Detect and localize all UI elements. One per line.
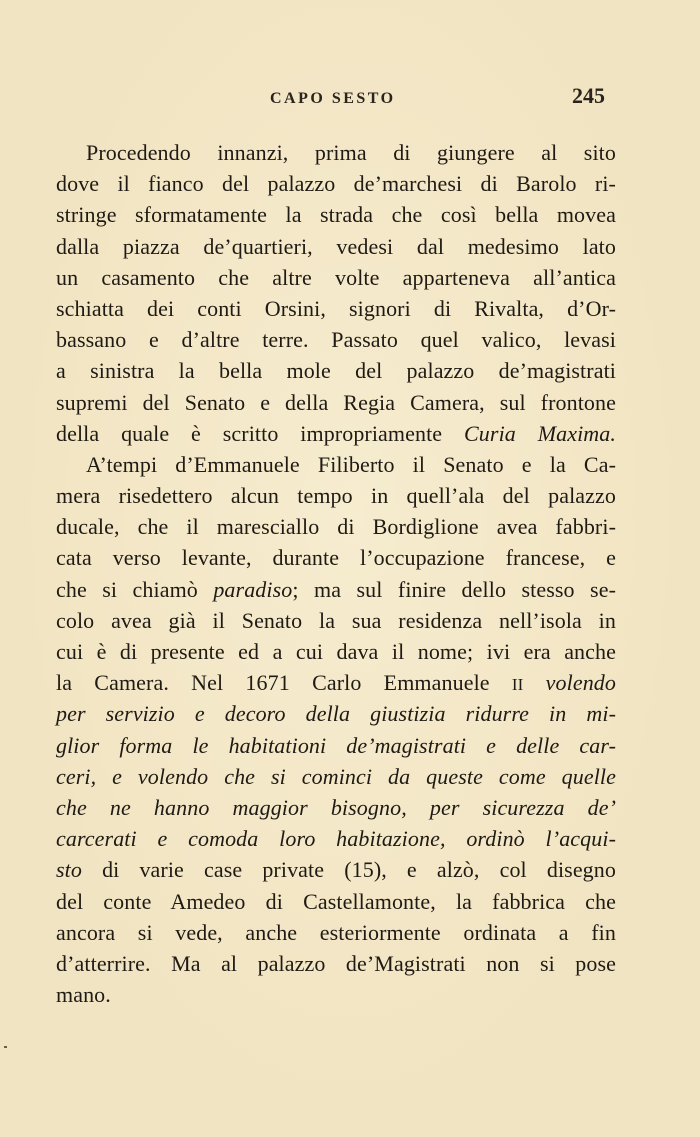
text-line — [56, 854, 616, 885]
italic-segment: glior forma le habitationi de’magistrati e delle car- — [56, 732, 616, 758]
text-line: ancora si vede, anche esteriormente ordinata a fin — [56, 919, 616, 945]
text-segment: ; ma sul finire dello stesso se- — [292, 576, 616, 602]
text-line: cata verso levante, durante l’occupazione francese, e — [56, 545, 616, 571]
text-line: un casamento che altre volte apparteneva all’antica — [56, 264, 616, 290]
text-line: colo avea già il Senato la sua residenza nell’isola in — [56, 607, 616, 633]
text-segment: che si chiamò — [56, 576, 198, 602]
text-line: bassano e d’altre terre. Passato quel valico, levasi — [56, 327, 616, 353]
text-line: a sinistra la bella mole del palazzo de’magistrati — [56, 358, 616, 384]
text-line: supremi del Senato e della Regia Camera, sul frontone — [56, 389, 616, 415]
italic-segment: per servizio e decoro della giustizia ridurre in mi- — [56, 701, 616, 727]
roman-numeral: II — [511, 675, 524, 695]
text-line: A’tempi d’Emmanuele Filiberto il Senato e la Ca- — [86, 451, 616, 477]
text-line: ducale, che il maresciallo di Bordiglione avea fabbri- — [56, 514, 616, 540]
text-line: cui è di presente ed a cui dava il nome; ivi era anche — [56, 639, 616, 664]
text-line: Procedendo innanzi, prima di giungere al sito — [86, 140, 616, 165]
italic-segment: Curia Maxima. — [464, 420, 616, 446]
text-line — [56, 667, 616, 698]
text-line — [56, 823, 616, 854]
italic-segment: sto — [56, 857, 82, 883]
italic-segment: carcerati e comoda loro habitazione, ordinò l’acqui- — [56, 826, 616, 852]
text-line: dove il fianco del palazzo de’marchesi di Barolo ri- — [56, 171, 616, 197]
text-line: dalla piazza de’quartieri, vedesi dal medesimo lato — [56, 233, 616, 259]
text-segment: della quale è scritto impropriamente — [56, 420, 443, 446]
running-head: CAPO SESTO — [270, 90, 396, 107]
italic-segment: volendo — [545, 670, 616, 696]
italic-segment: paradiso — [213, 576, 293, 602]
italic-segment: che ne hanno maggior bisogno, per sicurezza de’ — [56, 794, 616, 820]
text-line — [56, 730, 616, 761]
text-line — [56, 761, 616, 792]
text-line — [56, 574, 616, 605]
text-line — [56, 698, 616, 729]
text-line: stringe sformatamente la strada che così bella movea — [56, 202, 616, 228]
text-segment: di varie case private (15), e alzò, col disegno — [81, 857, 616, 883]
text-line — [56, 418, 616, 449]
text-segment: la Camera. Nel 1671 Carlo Emmanuele — [56, 670, 490, 696]
text-line: mera risedettero alcun tempo in quell’ala del palazzo — [56, 483, 616, 509]
page-number: 245 — [572, 83, 605, 108]
margin-mark — [4, 1046, 7, 1048]
text-line: d’atterrire. Ma al palazzo de’Magistrati non si pose — [56, 950, 616, 976]
text-line: mano. — [56, 982, 111, 1008]
text-line: del conte Amedeo di Castellamonte, la fabbrica che — [56, 888, 616, 914]
body-text — [56, 137, 616, 1010]
italic-segment: ceri, e volendo che si cominci da queste come quelle — [56, 763, 616, 789]
text-line — [56, 792, 616, 823]
text-line: schiatta dei conti Orsini, signori di Rivalta, d’Or- — [56, 295, 616, 321]
